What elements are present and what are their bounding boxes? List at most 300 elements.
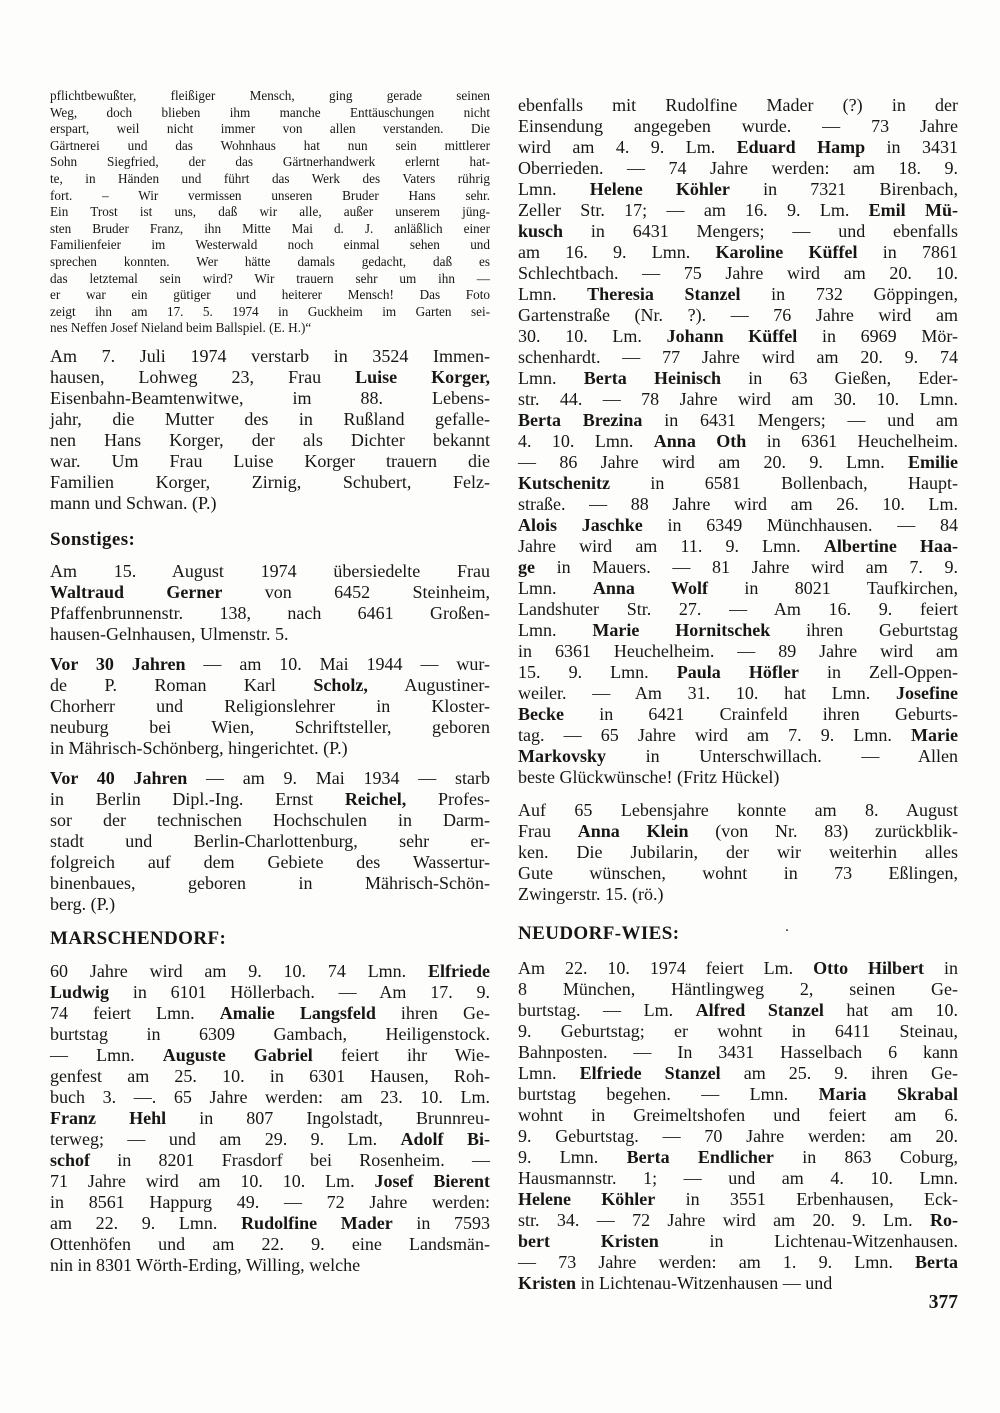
text-segment: genfest am 25. 10. in 6301 Hausen, Roh-: [50, 1065, 490, 1086]
text-segment: Augustiner-: [367, 674, 490, 695]
text-line: [518, 958, 958, 979]
text-segment: stadt und Berlin-Charlottenburg, sehr er-: [50, 830, 490, 851]
text-line: [50, 582, 490, 603]
page-number: 377: [928, 1292, 958, 1313]
bold-name-segment: Waltraud Gerner: [50, 581, 223, 602]
text-line: [518, 1273, 958, 1294]
text-segment: in 7593: [392, 1212, 490, 1233]
bold-name-segment: Emil Mü-: [868, 200, 958, 220]
text-line: [50, 1192, 490, 1213]
text-line: [50, 1255, 490, 1276]
text-segment: — 73 Jahre werden: am 1. 9. Lmn.: [518, 1252, 916, 1272]
bold-name-segment: bert Kristen: [518, 1231, 659, 1251]
text-segment: schenhardt. — 77 Jahre wird am 20. 9. 74: [518, 347, 958, 367]
text-line: [50, 831, 490, 852]
text-segment: jahr, die Mutter des in Rußland gefalle-: [50, 408, 490, 429]
text-segment: hat am 10.: [823, 1000, 958, 1020]
text-segment: in 6581 Bollenbach, Haupt-: [610, 473, 958, 493]
bold-name-segment: Luise Korger,: [355, 366, 490, 387]
text-line: [50, 451, 490, 472]
bold-name-segment: Theresia Stanzel: [587, 284, 741, 304]
paragraph: [50, 961, 490, 1276]
text-segment: mann und Schwan. (P.): [50, 492, 217, 513]
text-line: [518, 979, 958, 1000]
bold-name-segment: Johann Küffel: [666, 326, 798, 346]
text-line: [518, 179, 958, 200]
bold-name-segment: Kristen: [518, 1273, 576, 1293]
text-segment: in 6349 Münchhausen. — 84: [642, 515, 958, 535]
text-line: [50, 603, 490, 624]
text-line: [50, 561, 490, 582]
text-line: [518, 410, 958, 431]
text-line: [518, 746, 958, 767]
text-line: [518, 1042, 958, 1063]
text-segment: Pfaffenbrunnenstr. 138, nach 6461 Großen-: [50, 602, 490, 623]
text-line: [518, 158, 958, 179]
text-segment: in 863 Coburg,: [773, 1147, 958, 1167]
text-segment: wird am 4. 9. Lm.: [518, 137, 737, 157]
text-segment: Auf 65 Lebensjahre konnte am 8. August: [518, 800, 958, 820]
text-line: [518, 683, 958, 704]
text-line: [518, 557, 958, 578]
text-segment: Lmn.: [518, 368, 584, 388]
text-line: [50, 894, 490, 915]
text-segment: Familien Korger, Zirnig, Schubert, Felz-: [50, 471, 490, 492]
bold-name-segment: Amalie Langsfeld: [219, 1002, 376, 1023]
text-line: [518, 1063, 958, 1084]
text-line: [518, 347, 958, 368]
text-segment: nes Neffen Josef Nieland beim Ballspiel. (E. H.)“: [50, 320, 312, 336]
section-heading-marschendorf: [50, 927, 490, 951]
text-line: [518, 116, 958, 137]
text-line: [518, 1021, 958, 1042]
bold-name-segment: Emilie: [908, 452, 958, 472]
text-line: [50, 982, 490, 1003]
text-segment: nen Hans Korger, der als Dichter bekannt: [50, 429, 490, 450]
text-segment: in 807 Ingolstadt, Brunnreu-: [166, 1107, 490, 1128]
section-heading-label: MARSCHENDORF:: [50, 927, 227, 949]
text-segment: in 6361 Heuchelheim. — 89 Jahre wird am: [518, 641, 958, 661]
text-segment: burtstag begehen. — Lmn.: [518, 1084, 819, 1104]
bold-name-segment: Helene Köhler: [518, 1189, 656, 1209]
text-segment: ken. Die Jubilarin, der wir weiterhin alles: [518, 842, 958, 862]
text-segment: in Unterschwillach. — Allen: [606, 746, 958, 766]
text-line: [50, 1003, 490, 1024]
bold-name-segment: Josefine: [896, 683, 958, 703]
bold-name-segment: Franz Hehl: [50, 1107, 167, 1128]
paragraph: [50, 561, 490, 645]
text-line: [50, 237, 490, 254]
text-line: [50, 675, 490, 696]
text-segment: war. Um Frau Luise Korger trauern die: [50, 450, 490, 471]
bold-name-segment: Scholz,: [313, 674, 368, 695]
text-segment: in 8561 Happurg 49. — 72 Jahre werden:: [50, 1191, 490, 1212]
bold-name-segment: Berta Heinisch: [583, 368, 721, 388]
text-segment: in 6431 Mengers; — und ebenfalls: [563, 221, 958, 241]
text-segment: in: [924, 958, 958, 978]
bold-name-segment: Karoline Küffel: [715, 242, 858, 262]
bold-name-segment: Alfred Stanzel: [695, 1000, 824, 1020]
text-segment: str. 44. — 78 Jahre wird am 30. 10. Lmn.: [518, 389, 958, 409]
text-line: [50, 367, 490, 388]
text-segment: str. 34. — 72 Jahre wird am 20. 9. Lm.: [518, 1210, 930, 1230]
text-segment: Gute wünschen, wohnt in 73 Eßlingen,: [518, 863, 958, 883]
text-segment: — am 9. Mai 1934 — starb: [187, 767, 490, 788]
bold-name-segment: Helene Köhler: [589, 179, 730, 199]
text-segment: 74 feiert Lmn.: [50, 1002, 220, 1023]
bold-name-segment: Otto Hilbert: [813, 958, 925, 978]
text-segment: buch 3. —. 65 Jahre werden: am 23. 10. Lm.: [50, 1086, 490, 1107]
bold-name-segment: Anna Oth: [653, 431, 747, 451]
text-segment: sten Bruder Franz, ihn Mitte Mai d. J. anläßlich einer: [50, 220, 490, 236]
text-segment: de P. Roman Karl: [50, 674, 314, 695]
text-line: [518, 242, 958, 263]
bold-name-segment: Albertine Haa-: [823, 536, 958, 556]
text-segment: in 8201 Frasdorf bei Rosenheim. —: [90, 1149, 490, 1170]
text-segment: in 6101 Höllerbach. — Am 17. 9.: [109, 981, 490, 1002]
text-line: [50, 1234, 490, 1255]
text-line: [50, 1045, 490, 1066]
text-segment: nin in 8301 Wörth-Erding, Willing, welche: [50, 1254, 361, 1275]
text-line: [518, 536, 958, 557]
text-segment: Oberrieden. — 74 Jahre werden: am 18. 9.: [518, 158, 958, 178]
text-segment: in Berlin Dipl.-Ing. Ernst: [50, 788, 345, 809]
text-line: [518, 95, 958, 116]
text-line: [50, 873, 490, 894]
text-segment: in 6431 Mengers; — und am: [642, 410, 959, 430]
text-line: [518, 599, 958, 620]
paragraph: [518, 800, 958, 905]
text-segment: Weg, doch blieben ihm manche Enttäuschungen nicht: [50, 104, 490, 120]
paragraph: [50, 346, 490, 514]
text-segment: in 3431: [865, 137, 958, 157]
text-segment: in Lichtenau-Witzenhausen — und: [576, 1273, 833, 1293]
text-segment: Lmn.: [518, 179, 590, 199]
text-line: [518, 704, 958, 725]
text-segment: wohnt in Greimeltshofen und feiert am 6.: [518, 1105, 958, 1125]
text-segment: ihren Geburtstag: [770, 620, 958, 640]
text-line: [50, 1213, 490, 1234]
text-segment: Familienfeier im Westerwald noch einmal sehen und: [50, 237, 490, 253]
text-segment: Hausmannstr. 1; — und am 4. 10. Lmn.: [518, 1168, 958, 1188]
text-line: [518, 842, 958, 863]
text-segment: Gartenstraße (Nr. ?). — 76 Jahre wird am: [518, 305, 958, 325]
text-segment: te, in Händen und führt das Werk des Vaters rührig: [50, 170, 490, 186]
text-line: [50, 810, 490, 831]
bold-name-segment: Maria Skrabal: [818, 1084, 958, 1104]
text-line: [518, 368, 958, 389]
text-line: [518, 389, 958, 410]
text-line: [518, 1168, 958, 1189]
text-line: [518, 1147, 958, 1168]
text-segment: sprechen konnten. Wer hätte damals gedacht, daß es: [50, 253, 490, 269]
text-line: [518, 305, 958, 326]
text-line: [518, 578, 958, 599]
text-line: [518, 1000, 958, 1021]
text-line: [518, 641, 958, 662]
text-segment: Landshuter Str. 27. — Am 16. 9. feiert: [518, 599, 958, 619]
text-segment: 60 Jahre wird am 9. 10. 74 Lmn.: [50, 960, 429, 981]
text-line: [518, 662, 958, 683]
text-segment: in Mährisch-Schönberg, hingerichtet. (P.): [50, 737, 348, 758]
text-segment: er war ein gütiger und heiterer Mensch! Das Foto: [50, 287, 490, 303]
bold-name-segment: Elfriede Stanzel: [579, 1063, 721, 1083]
text-segment: — Lmn.: [50, 1044, 163, 1065]
text-segment: Lmn.: [518, 284, 588, 304]
paragraph: [518, 958, 958, 1294]
text-segment: Lmn.: [518, 578, 593, 598]
text-line: [50, 738, 490, 759]
text-segment: — 86 Jahre wird am 20. 9. Lmn.: [518, 452, 908, 472]
text-line: [50, 287, 490, 304]
text-line: [50, 254, 490, 271]
text-segment: 15. 9. Lmn.: [518, 662, 677, 682]
bold-name-segment: Marie Hornitschek: [592, 620, 771, 640]
text-line: [50, 105, 490, 122]
text-segment: beste Glückwünsche! (Fritz Hückel): [518, 767, 780, 787]
text-segment: Gärtnerei und das Wohnhaus hat nun sein mittlerer: [50, 137, 490, 153]
text-segment: pflichtbewußter, fleißiger Mensch, ging gerade seinen: [50, 88, 490, 103]
text-segment: in 63 Gießen, Eder-: [720, 368, 958, 388]
text-segment: in 6361 Heuchelheim.: [746, 431, 959, 451]
text-line: [518, 863, 958, 884]
text-line: [50, 221, 490, 238]
text-line: [50, 1024, 490, 1045]
text-segment: weiler. — Am 31. 10. hat Lmn.: [518, 683, 896, 703]
text-line: [518, 1126, 958, 1147]
bold-name-segment: Vor 40 Jahren: [50, 767, 188, 788]
text-segment: in Mauers. — 81 Jahre wird am 7. 9.: [535, 557, 958, 577]
text-line: [50, 320, 490, 337]
text-segment: am 22. 9. Lmn.: [50, 1212, 242, 1233]
text-line: [518, 800, 958, 821]
bold-name-segment: Anna Wolf: [592, 578, 708, 598]
text-line: [518, 473, 958, 494]
text-line: [50, 1150, 490, 1171]
text-line: [518, 431, 958, 452]
text-line: [50, 409, 490, 430]
column-left: [50, 88, 490, 1276]
text-segment: in Zell-Oppen-: [798, 662, 959, 682]
text-line: [50, 430, 490, 451]
text-line: [518, 1252, 958, 1273]
text-segment: erspart, weil nicht immer von allen verstanden. Die: [50, 121, 490, 137]
text-segment: 30. 10. Lm.: [518, 326, 667, 346]
text-segment: Bahnposten. — In 3431 Hasselbach 6 kann: [518, 1042, 958, 1062]
text-line: [50, 154, 490, 171]
text-line: [50, 789, 490, 810]
bold-name-segment: schof: [50, 1149, 90, 1170]
text-segment: Am 22. 10. 1974 feiert Lm.: [518, 958, 814, 978]
text-segment: binenbaues, geboren in Mährisch-Schön-: [50, 872, 490, 893]
text-line: [518, 452, 958, 473]
text-line: [518, 620, 958, 641]
bold-name-segment: Auguste Gabriel: [162, 1044, 313, 1065]
text-segment: Einsendung angegeben wurde. — 73 Jahre: [518, 116, 958, 136]
text-segment: 9. Geburtstag. — 70 Jahre werden: am 20.: [518, 1126, 958, 1146]
text-segment: fort. – Wir vermissen unseren Bruder Hans sehr.: [50, 187, 490, 203]
text-segment: Chorherr und Religionslehrer in Kloster-: [50, 695, 490, 716]
text-segment: Am 15. August 1974 übersiedelte Frau: [50, 560, 490, 581]
text-line: [50, 1108, 490, 1129]
text-segment: zeigt ihn am 17. 5. 1974 in Guckheim im Garten sei-: [50, 303, 490, 319]
text-segment: (von Nr. 83) zurückblik-: [688, 821, 958, 841]
text-segment: in 3551 Erbenhausen, Eck-: [655, 1189, 958, 1209]
text-line: [50, 472, 490, 493]
text-line: [50, 188, 490, 205]
text-line: [50, 1171, 490, 1192]
text-line: [518, 200, 958, 221]
text-line: [50, 121, 490, 138]
text-segment: in 732 Göppingen,: [740, 284, 958, 304]
paragraph: [518, 95, 958, 788]
text-line: [50, 696, 490, 717]
text-segment: 9. Lmn.: [518, 1147, 627, 1167]
bold-name-segment: Berta Brezina: [518, 410, 643, 430]
text-line: [50, 961, 490, 982]
text-line: [50, 204, 490, 221]
scan-speck: ·: [784, 923, 790, 939]
text-segment: Lmn.: [518, 1063, 580, 1083]
section-heading-label: Sonstiges:: [50, 528, 136, 550]
text-segment: 9. Geburtstag; er wohnt in 6411 Steinau,: [518, 1021, 958, 1041]
paragraph: [50, 654, 490, 759]
text-segment: Ein Trost ist uns, daß wir alle, außer unserem jüng-: [50, 204, 490, 220]
bold-name-segment: Becke: [518, 704, 564, 724]
text-line: [518, 1231, 958, 1252]
bold-name-segment: Vor 30 Jahren: [50, 653, 186, 674]
bold-name-segment: Berta: [915, 1252, 958, 1272]
text-line: [50, 624, 490, 645]
text-segment: Profes-: [406, 788, 490, 809]
section-heading-neudorf-wies: [518, 919, 958, 946]
text-line: [518, 821, 958, 842]
text-line: [50, 304, 490, 321]
text-segment: hausen-Gelnhausen, Ulmenstr. 5.: [50, 623, 289, 644]
text-line: [518, 1210, 958, 1231]
text-line: [518, 494, 958, 515]
text-segment: das letztemal sein wird? Wir trauern sehr um ihn —: [50, 270, 490, 286]
text-line: [50, 493, 490, 514]
text-segment: 71 Jahre wird am 10. 10. Lm.: [50, 1170, 375, 1191]
bold-name-segment: Berta Endlicher: [626, 1147, 774, 1167]
text-line: [50, 654, 490, 675]
paragraph: [50, 88, 490, 337]
text-line: [50, 1129, 490, 1150]
text-segment: in 7321 Birenbach,: [729, 179, 958, 199]
section-heading-sonstiges: [50, 528, 490, 552]
text-line: [518, 725, 958, 746]
column-right: [518, 95, 958, 1294]
text-line: [518, 767, 958, 788]
text-line: [518, 326, 958, 347]
bold-name-segment: Ludwig: [50, 981, 110, 1002]
text-segment: in 6421 Crainfeld ihren Geburts-: [563, 704, 958, 724]
text-segment: ihren Ge-: [375, 1002, 490, 1023]
text-segment: Ottenhöfen und am 22. 9. eine Landsmän-: [50, 1233, 490, 1254]
text-line: [518, 284, 958, 305]
text-segment: feiert ihr Wie-: [312, 1044, 490, 1065]
text-line: [50, 768, 490, 789]
text-line: [50, 138, 490, 155]
text-segment: Am 7. Juli 1974 verstarb in 3524 Immen-: [50, 345, 490, 366]
text-line: [518, 137, 958, 158]
text-segment: Zeller Str. 17; — am 16. 9. Lm.: [518, 200, 869, 220]
text-segment: am 16. 9. Lmn.: [518, 242, 716, 262]
bold-name-segment: Eduard Hamp: [736, 137, 866, 157]
text-segment: sor der technischen Hochschulen in Darm-: [50, 809, 490, 830]
text-line: [50, 852, 490, 873]
bold-name-segment: Reichel,: [344, 788, 407, 809]
text-line: [518, 515, 958, 536]
text-segment: in 6969 Mör-: [797, 326, 958, 346]
text-segment: von 6452 Steinheim,: [222, 581, 491, 602]
bold-name-segment: Markovsky: [518, 746, 607, 766]
text-line: [518, 221, 958, 242]
text-segment: terweg; — und am 29. 9. Lm.: [50, 1128, 401, 1149]
text-line: [518, 263, 958, 284]
text-line: [50, 1087, 490, 1108]
text-segment: hausen, Lohweg 23, Frau: [50, 366, 356, 387]
text-line: [50, 1066, 490, 1087]
text-segment: burtstag. — Lm.: [518, 1000, 696, 1020]
paragraph: [50, 768, 490, 915]
bold-name-segment: ge: [518, 557, 535, 577]
text-segment: Eisenbahn-Beamtenwitwe, im 88. Lebens-: [50, 387, 490, 408]
text-segment: tag. — 65 Jahre wird am 7. 9. Lmn.: [518, 725, 912, 745]
text-segment: Lmn.: [518, 620, 593, 640]
bold-name-segment: Ro-: [930, 1210, 958, 1230]
text-segment: 4. 10. Lmn.: [518, 431, 654, 451]
bold-name-segment: Paula Höfler: [676, 662, 799, 682]
text-segment: straße. — 88 Jahre wird am 26. 10. Lm.: [518, 494, 958, 514]
text-segment: burtstag in 6309 Gambach, Heiligenstock.: [50, 1023, 490, 1044]
text-line: [50, 717, 490, 738]
text-line: [50, 346, 490, 367]
bold-name-segment: Kutschenitz: [518, 473, 610, 493]
text-segment: ebenfalls mit Rudolfine Mader (?) in der: [518, 95, 958, 115]
text-segment: Frau: [518, 821, 578, 841]
bold-name-segment: Adolf Bi-: [400, 1128, 490, 1149]
text-segment: — am 10. Mai 1944 — wur-: [185, 653, 490, 674]
text-segment: 8 München, Häntlingweg 2, seinen Ge-: [518, 979, 958, 999]
bold-name-segment: Josef Bierent: [374, 1170, 490, 1191]
text-line: [518, 1084, 958, 1105]
text-segment: Schlechtbach. — 75 Jahre wird am 20. 10.: [518, 263, 958, 283]
bold-name-segment: Alois Jaschke: [518, 515, 643, 535]
bold-name-segment: Rudolfine Mader: [241, 1212, 393, 1233]
bold-name-segment: Anna Klein: [577, 821, 689, 841]
bold-name-segment: Elfriede: [428, 960, 490, 981]
text-segment: berg. (P.): [50, 893, 116, 914]
text-line: [518, 1105, 958, 1126]
text-segment: in 7861: [857, 242, 958, 262]
bold-name-segment: Marie: [911, 725, 958, 745]
text-segment: Zwingerstr. 15. (rö.): [518, 884, 664, 904]
text-line: [50, 388, 490, 409]
text-line: [518, 1189, 958, 1210]
text-segment: am 25. 9. ihren Ge-: [720, 1063, 958, 1083]
text-line: [518, 884, 958, 905]
section-heading-label: NEUDORF-WIES:: [518, 923, 680, 944]
text-segment: neuburg bei Wien, Schriftsteller, geboren: [50, 716, 490, 737]
text-line: [50, 88, 490, 105]
text-line: [50, 271, 490, 288]
text-segment: folgreich auf dem Gebiete des Wassertur-: [50, 851, 490, 872]
text-line: [50, 171, 490, 188]
bold-name-segment: kusch: [518, 221, 564, 241]
text-segment: in Lichtenau-Witzenhausen.: [658, 1231, 958, 1251]
